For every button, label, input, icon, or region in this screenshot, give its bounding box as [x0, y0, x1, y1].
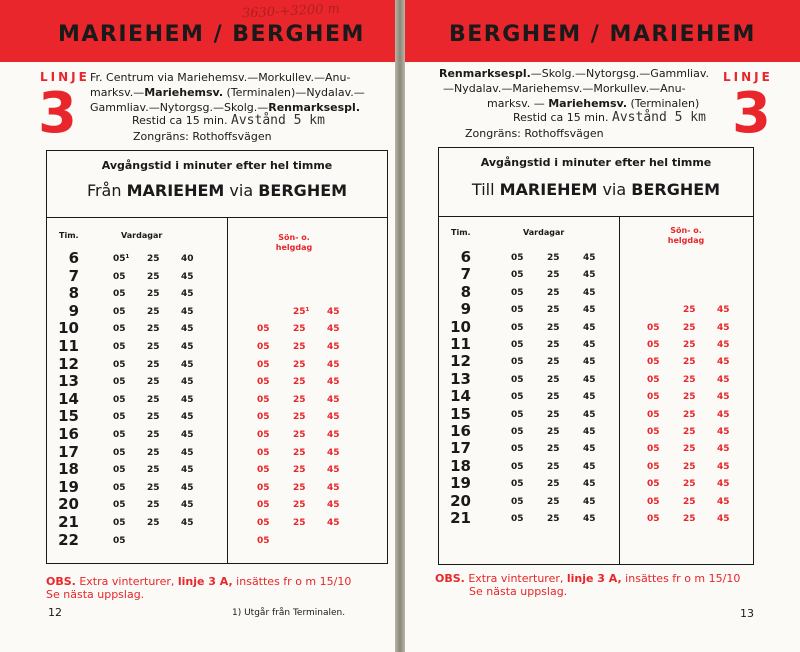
hour-label: 15	[58, 407, 79, 426]
sunday-minute: 05	[257, 342, 270, 352]
weekday-minute: 05	[113, 430, 126, 440]
sunday-minute: 25	[293, 482, 306, 493]
sunday-minute: 45	[717, 374, 730, 385]
weekday-minute: 45	[181, 394, 194, 405]
route-line: Fr. Centrum via Mariehemsv.—Morkullev.—Anu-	[90, 71, 351, 84]
distance-text: Avstånd 5 km	[612, 110, 706, 125]
restid-text: Restid ca 15 min.	[513, 111, 609, 124]
weekday-minute: 45	[583, 374, 596, 385]
travel-time	[513, 110, 706, 125]
book-gutter	[395, 0, 405, 652]
weekday-minute: 25	[547, 287, 560, 298]
sunday-minute: 05	[647, 444, 660, 455]
weekday-minute: 25	[547, 374, 560, 385]
hour-label: 6	[68, 249, 79, 267]
route-line: Gammliav.—Nytorgsg.—Skolg.—Renmarksespl.	[90, 101, 360, 114]
weekday-minute: 25	[547, 322, 560, 333]
hour-label: 8	[68, 284, 79, 303]
sunday-minute: 05	[257, 535, 270, 546]
sunday-minute: 05	[647, 461, 660, 472]
weekday-minute: 45	[583, 305, 596, 316]
weekday-minute: 45	[181, 482, 194, 493]
hour-label: 12	[58, 354, 79, 373]
weekday-minute: 25	[147, 359, 160, 370]
route-description	[90, 70, 390, 115]
weekday-minute: 25	[147, 377, 160, 388]
table-heading: Avgångstid i minuter efter hel timme	[101, 159, 333, 172]
line-number: 3	[732, 81, 771, 146]
weekday-minute: 05	[511, 461, 524, 472]
distance-text: Avstånd 5 km	[231, 113, 325, 128]
sunday-minute: 05	[647, 340, 660, 350]
sunday-minute: 05	[257, 518, 270, 528]
hour-label: 16	[450, 422, 471, 440]
sunday-minute: 05	[257, 377, 270, 388]
weekday-minute: 25	[147, 271, 160, 282]
hour-label: 15	[450, 404, 471, 423]
col-header-hour: Tim.	[59, 231, 79, 240]
sunday-minute: 45	[717, 392, 730, 403]
weekday-minute: 05	[113, 306, 126, 317]
sunday-minute: 45	[717, 357, 730, 368]
hour-label: 20	[58, 495, 79, 514]
weekday-minute: 45	[181, 306, 194, 317]
weekday-minute: 05	[113, 465, 126, 476]
weekday-minute: 45	[181, 271, 194, 282]
page-left	[0, 0, 395, 652]
weekday-minute: 45	[583, 461, 596, 472]
hour-label: 10	[58, 319, 79, 338]
weekday-minute: 40	[181, 254, 194, 264]
sunday-minute: 45	[717, 496, 730, 507]
weekday-minute: 45	[181, 359, 194, 370]
weekday-minute: 05	[113, 412, 126, 423]
divider	[619, 216, 620, 564]
sunday-minute: 25	[683, 444, 696, 455]
sunday-minute: 45	[327, 500, 340, 511]
sunday-minute: 45	[717, 322, 730, 333]
sunday-minute: 05	[257, 465, 270, 476]
sunday-minute: 45	[327, 430, 340, 440]
sunday-minute: 05	[257, 430, 270, 440]
hour-label: 21	[58, 513, 79, 531]
sunday-minute: 25	[293, 447, 306, 458]
weekday-minute: 45	[583, 340, 596, 350]
obs-notice: OBS. Extra vinterturer, linje 3 A, insättes fr o m 15/10 Se nästa uppslag.	[46, 575, 352, 601]
sunday-minute: 45	[717, 427, 730, 437]
line-number: 3	[38, 81, 77, 146]
hour-label: 17	[450, 439, 471, 458]
weekday-minute: 05	[511, 427, 524, 437]
sunday-minute: 05	[647, 514, 660, 524]
weekday-minute: 05	[511, 409, 524, 420]
sunday-minute: 05	[257, 447, 270, 458]
weekday-minute: 45	[583, 357, 596, 368]
timetable	[46, 150, 388, 564]
sunday-minute: 05	[647, 322, 660, 333]
weekday-minute: 25	[547, 514, 560, 524]
weekday-minute: 25	[547, 305, 560, 316]
sunday-minute: 45	[327, 324, 340, 335]
hour-label: 13	[58, 372, 79, 391]
col-header-sundays: Sön- o. helgdag	[667, 226, 705, 245]
hour-label: 6	[460, 248, 471, 266]
route-line: marksv.—Mariehemsv. (Terminalen)—Nydalav.—	[90, 86, 365, 99]
weekday-minute: 45	[583, 270, 596, 281]
sunday-minute: 45	[327, 394, 340, 405]
weekday-minute: 45	[181, 430, 194, 440]
direction-heading: Till MARIEHEM via BERGHEM	[471, 180, 721, 199]
weekday-minute: 45	[181, 447, 194, 458]
hour-label: 16	[58, 425, 79, 443]
weekday-minute: 05	[113, 359, 126, 370]
sunday-minute: 25	[683, 427, 696, 437]
travel-time	[132, 113, 325, 128]
sunday-minute: 05	[257, 324, 270, 335]
weekday-minute: 05	[511, 357, 524, 368]
sunday-minute: 05	[647, 479, 660, 490]
weekday-minute: 05	[113, 447, 126, 458]
hour-label: 10	[450, 317, 471, 336]
hour-label: 11	[58, 337, 79, 355]
weekday-minute: 25	[147, 306, 160, 317]
sunday-minute: 25	[683, 479, 696, 490]
weekday-minute: 25	[547, 357, 560, 368]
linje-label: LINJE	[723, 70, 773, 84]
handwritten-note: 3630-+3200 m	[241, 1, 341, 22]
sunday-minute: 05	[257, 412, 270, 423]
weekday-minute: 05	[511, 253, 524, 263]
weekday-minute: 05	[113, 324, 126, 335]
sunday-minute: 05	[647, 496, 660, 507]
sunday-minute: 25	[293, 324, 306, 335]
weekday-minute: 05¹	[113, 254, 130, 264]
sunday-minute: 45	[717, 409, 730, 420]
page-title: MARIEHEM / BERGHEM	[58, 22, 365, 47]
route-description	[439, 66, 739, 111]
sunday-minute: 45	[327, 482, 340, 493]
table-heading: Avgångstid i minuter efter hel timme	[480, 156, 712, 169]
weekday-minute: 05	[113, 289, 126, 300]
sunday-minute: 45	[717, 444, 730, 455]
sunday-minute: 45	[327, 412, 340, 423]
col-header-weekdays: Vardagar	[523, 228, 565, 237]
sunday-minute: 25	[683, 340, 696, 350]
hour-label: 20	[450, 491, 471, 510]
sunday-minute: 45	[327, 342, 340, 352]
weekday-minute: 25	[147, 447, 160, 458]
weekday-minute: 25	[147, 289, 160, 300]
sunday-minute: 05	[257, 500, 270, 511]
route-line: Renmarksespl.—Skolg.—Nytorgsg.—Gammliav.	[439, 67, 709, 80]
hour-label: 7	[68, 266, 79, 285]
weekday-minute: 25	[547, 427, 560, 437]
sunday-minute: 45	[327, 306, 340, 317]
hour-label: 9	[460, 300, 471, 319]
col-header-sundays: Sön- o. helgdag	[275, 233, 313, 252]
weekday-minute: 45	[181, 518, 194, 528]
sunday-minute: 25	[683, 305, 696, 316]
weekday-minute: 05	[113, 271, 126, 282]
sunday-minute: 45	[717, 514, 730, 524]
weekday-minute: 05	[511, 444, 524, 455]
sunday-minute: 25	[293, 359, 306, 370]
zone-boundary: Zongräns: Rothoffsvägen	[133, 130, 272, 143]
weekday-minute: 45	[583, 496, 596, 507]
weekday-minute: 25	[547, 479, 560, 490]
weekday-minute: 45	[181, 377, 194, 388]
weekday-minute: 25	[547, 444, 560, 455]
weekday-minute: 05	[113, 518, 126, 528]
sunday-minute: 25	[683, 461, 696, 472]
weekday-minute: 45	[583, 514, 596, 524]
weekday-minute: 45	[181, 289, 194, 300]
sunday-minute: 25	[293, 430, 306, 440]
linje-label: LINJE	[40, 70, 90, 84]
hour-label: 21	[450, 509, 471, 527]
zone-boundary: Zongräns: Rothoffsvägen	[465, 127, 604, 140]
weekday-minute: 25	[147, 500, 160, 511]
footnote: 1) Utgår från Terminalen.	[232, 608, 346, 618]
sunday-minute: 25	[683, 514, 696, 524]
weekday-minute: 25	[147, 518, 160, 528]
sunday-minute: 05	[647, 392, 660, 403]
sunday-minute: 05	[647, 357, 660, 368]
weekday-minute: 25	[147, 482, 160, 493]
sunday-minute: 25	[293, 394, 306, 405]
sunday-minute: 25	[683, 409, 696, 420]
divider	[47, 217, 387, 218]
sunday-minute: 45	[717, 340, 730, 350]
col-header-weekdays: Vardagar	[121, 231, 163, 240]
hour-label: 8	[460, 282, 471, 301]
weekday-minute: 05	[511, 270, 524, 281]
weekday-minute: 25	[547, 253, 560, 263]
sunday-minute: 05	[257, 482, 270, 493]
divider	[227, 217, 228, 563]
obs-notice: OBS. Extra vinterturer, linje 3 A, insättes fr o m 15/10 Se nästa uppslag.	[435, 572, 741, 598]
col-header-hour: Tim.	[451, 228, 471, 237]
weekday-minute: 25	[147, 342, 160, 352]
restid-text: Restid ca 15 min.	[132, 114, 228, 127]
weekday-minute: 05	[511, 340, 524, 350]
hour-label: 9	[68, 301, 79, 320]
weekday-minute: 05	[511, 374, 524, 385]
hour-label: 7	[460, 265, 471, 284]
weekday-minute: 05	[113, 535, 126, 546]
sunday-minute: 05	[647, 427, 660, 437]
weekday-minute: 25	[547, 340, 560, 350]
page-title: BERGHEM / MARIEHEM	[449, 22, 756, 47]
weekday-minute: 05	[113, 500, 126, 511]
route-line: marksv. — Mariehemsv. (Terminalen)	[487, 97, 700, 110]
hour-label: 14	[450, 387, 471, 406]
weekday-minute: 05	[511, 496, 524, 507]
hour-label: 12	[450, 352, 471, 371]
weekday-minute: 05	[511, 322, 524, 333]
sunday-minute: 25	[683, 496, 696, 507]
hour-label: 19	[58, 477, 79, 496]
weekday-minute: 25	[547, 392, 560, 403]
sunday-minute: 25	[293, 500, 306, 511]
sunday-minute: 05	[647, 374, 660, 385]
weekday-minute: 45	[583, 287, 596, 298]
weekday-minute: 45	[583, 409, 596, 420]
sunday-minute: 25	[293, 412, 306, 423]
divider	[439, 216, 753, 217]
weekday-minute: 45	[583, 253, 596, 263]
weekday-minute: 25	[147, 412, 160, 423]
hour-label: 22	[58, 530, 79, 549]
weekday-minute: 45	[583, 322, 596, 333]
weekday-minute: 45	[181, 342, 194, 352]
sunday-minute: 45	[327, 518, 340, 528]
sunday-minute: 45	[717, 479, 730, 490]
sunday-minute: 45	[327, 447, 340, 458]
hour-label: 18	[450, 456, 471, 475]
sunday-minute: 25	[293, 518, 306, 528]
sunday-minute: 25	[293, 377, 306, 388]
weekday-minute: 25	[147, 430, 160, 440]
weekday-minute: 45	[583, 444, 596, 455]
weekday-minute: 25	[147, 324, 160, 335]
weekday-minute: 05	[113, 377, 126, 388]
sunday-minute: 25¹	[293, 306, 310, 317]
sunday-minute: 45	[327, 465, 340, 476]
hour-label: 17	[58, 442, 79, 461]
weekday-minute: 05	[113, 394, 126, 405]
sunday-minute: 25	[683, 357, 696, 368]
hour-label: 11	[450, 335, 471, 353]
weekday-minute: 25	[147, 394, 160, 405]
weekday-minute: 25	[547, 496, 560, 507]
weekday-minute: 45	[583, 392, 596, 403]
weekday-minute: 05	[511, 305, 524, 316]
page-right	[405, 0, 800, 652]
sunday-minute: 25	[293, 342, 306, 352]
page-number: 12	[48, 606, 62, 619]
weekday-minute: 45	[181, 412, 194, 423]
weekday-minute: 05	[511, 479, 524, 490]
weekday-minute: 05	[511, 514, 524, 524]
weekday-minute: 45	[181, 465, 194, 476]
hour-label: 13	[450, 369, 471, 388]
weekday-minute: 25	[147, 254, 160, 264]
weekday-minute: 05	[113, 342, 126, 352]
hour-label: 18	[58, 460, 79, 479]
weekday-minute: 45	[583, 479, 596, 490]
sunday-minute: 05	[647, 409, 660, 420]
weekday-minute: 25	[547, 270, 560, 281]
weekday-minute: 05	[511, 287, 524, 298]
weekday-minute: 25	[547, 461, 560, 472]
sunday-minute: 45	[717, 305, 730, 316]
route-line: —Nydalav.—Mariehemsv.—Morkullev.—Anu-	[443, 82, 686, 95]
sunday-minute: 05	[257, 359, 270, 370]
weekday-minute: 25	[547, 409, 560, 420]
timetable	[438, 147, 754, 565]
sunday-minute: 25	[683, 322, 696, 333]
sunday-minute: 45	[327, 377, 340, 388]
sunday-minute: 45	[717, 461, 730, 472]
weekday-minute: 45	[181, 324, 194, 335]
weekday-minute: 25	[147, 465, 160, 476]
sunday-minute: 05	[257, 394, 270, 405]
hour-label: 14	[58, 389, 79, 408]
weekday-minute: 45	[181, 500, 194, 511]
sunday-minute: 25	[293, 465, 306, 476]
sunday-minute: 45	[327, 359, 340, 370]
weekday-minute: 05	[113, 482, 126, 493]
page-number: 13	[740, 607, 754, 620]
sunday-minute: 25	[683, 374, 696, 385]
direction-heading: Från MARIEHEM via BERGHEM	[86, 181, 348, 200]
weekday-minute: 45	[583, 427, 596, 437]
sunday-minute: 25	[683, 392, 696, 403]
hour-label: 19	[450, 474, 471, 493]
weekday-minute: 05	[511, 392, 524, 403]
